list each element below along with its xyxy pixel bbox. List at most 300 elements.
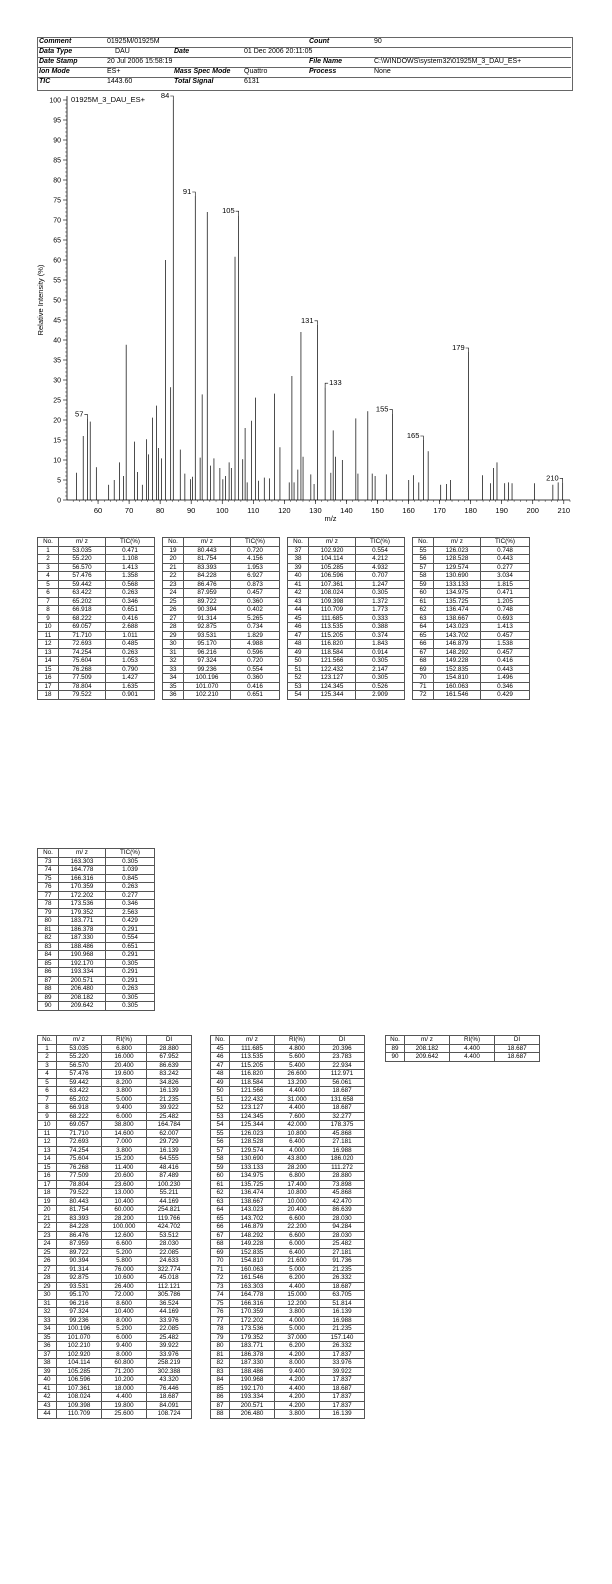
table-cell: 12.600 [102, 1231, 147, 1240]
table-cell: 135.725 [434, 597, 481, 606]
ri-table-col-3 [385, 1035, 540, 1062]
table-row [163, 572, 280, 581]
table-row [288, 563, 405, 572]
table-row [163, 631, 280, 640]
table-cell: 21.235 [320, 1325, 365, 1334]
table-cell: 30 [163, 640, 184, 649]
table-row [38, 640, 155, 649]
table-row [38, 1172, 192, 1181]
table-cell: 86 [211, 1393, 230, 1402]
table-row [38, 1274, 192, 1283]
table-cell: 1.413 [481, 623, 530, 632]
table-cell: 146.879 [230, 1223, 275, 1232]
x-tick-label: 80 [155, 506, 165, 515]
table-cell: 84.228 [57, 1223, 102, 1232]
table-row [163, 665, 280, 674]
table-row [211, 1308, 365, 1317]
table-cell: 18.687 [320, 1282, 365, 1291]
table-cell: 3.800 [102, 1087, 147, 1096]
table-cell: 18.687 [320, 1384, 365, 1393]
table-cell: 170.359 [59, 883, 106, 892]
table-cell: 0.554 [231, 665, 280, 674]
table-cell: 148.292 [434, 648, 481, 657]
table-cell: 101.070 [184, 682, 231, 691]
table-cell: 55.220 [57, 1053, 102, 1062]
table-cell: 0.651 [106, 942, 155, 951]
x-tick-label: 120 [278, 506, 291, 515]
table-cell: 5.800 [102, 1257, 147, 1266]
table-cell: 22.085 [147, 1325, 192, 1334]
x-tick-label: 60 [93, 506, 103, 515]
table-cell: 172.202 [59, 891, 106, 900]
table-cell: 19 [163, 546, 184, 555]
table-row [211, 1053, 365, 1062]
table-row [38, 934, 155, 943]
table-row [38, 900, 155, 909]
table-cell: 79.522 [57, 1189, 102, 1198]
table-row [211, 1384, 365, 1393]
table-row [163, 657, 280, 666]
table-cell: 79 [211, 1333, 230, 1342]
column-header: m/ z [184, 538, 231, 547]
table-cell: 143.702 [230, 1214, 275, 1223]
column-header: m/ z [59, 538, 106, 547]
table-cell: 17.400 [275, 1180, 320, 1189]
table-cell: 35 [38, 1333, 57, 1342]
column-header: RI(%) [275, 1036, 320, 1045]
table-cell: 0.333 [356, 614, 405, 623]
table-cell: 1.829 [231, 631, 280, 640]
table-cell: 51.814 [320, 1299, 365, 1308]
table-cell: 130.690 [230, 1155, 275, 1164]
table-cell: 90 [38, 1002, 59, 1011]
table-row [38, 682, 155, 691]
table-cell: 67.952 [147, 1053, 192, 1062]
table-cell: 1 [38, 1044, 57, 1053]
tic-table-col-1 [37, 537, 155, 700]
table-cell: 18.000 [102, 1384, 147, 1393]
table-cell: 6 [38, 589, 59, 598]
table-cell: 7.000 [102, 1138, 147, 1147]
table-cell: 87.489 [147, 1172, 192, 1181]
tic-label: TIC [39, 78, 51, 85]
table-cell: 3.800 [275, 1308, 320, 1317]
table-cell: 172.202 [230, 1316, 275, 1325]
table-row [38, 925, 155, 934]
table-cell: 56.061 [320, 1078, 365, 1087]
table-cell: 29 [163, 631, 184, 640]
table-cell: 27 [38, 1265, 57, 1274]
column-header: m/ z [434, 538, 481, 547]
column-header: m/ z [405, 1036, 450, 1045]
peak-label-marker [170, 96, 173, 100]
table-cell: 18.687 [495, 1053, 540, 1062]
table-cell: 91.314 [57, 1265, 102, 1274]
table-cell: 192.170 [230, 1384, 275, 1393]
table-cell: 72.000 [102, 1291, 147, 1300]
table-row [38, 891, 155, 900]
data-type-label: Data Type [39, 48, 73, 55]
table-row [211, 1325, 365, 1334]
table-cell: 83 [211, 1367, 230, 1376]
table-cell: 95.170 [57, 1291, 102, 1300]
table-row [38, 908, 155, 917]
table-cell: 44 [38, 1410, 57, 1419]
table-row [211, 1393, 365, 1402]
table-cell: 9 [38, 1112, 57, 1121]
table-cell: 0.402 [231, 606, 280, 615]
table-row [211, 1257, 365, 1266]
table-cell: 187.330 [59, 934, 106, 943]
tic-table-col-5 [37, 848, 155, 1011]
table-row [38, 1291, 192, 1300]
table-cell: 30 [38, 1291, 57, 1300]
table-cell: 7.600 [275, 1112, 320, 1121]
column-header: TIC(%) [106, 849, 155, 858]
table-cell: 0.346 [106, 900, 155, 909]
table-row [211, 1155, 365, 1164]
table-cell: 87.959 [184, 589, 231, 598]
table-cell: 5.000 [275, 1265, 320, 1274]
table-cell: 74 [211, 1291, 230, 1300]
column-header: m/ z [309, 538, 356, 547]
table-cell: 0.845 [106, 874, 155, 883]
table-row [38, 1231, 192, 1240]
table-cell: 90 [386, 1053, 405, 1062]
x-tick-label: 180 [464, 506, 477, 515]
table-cell: 2.909 [356, 691, 405, 700]
x-tick-label: 70 [124, 506, 134, 515]
table-cell: 73 [211, 1282, 230, 1291]
table-cell: 72.693 [57, 1138, 102, 1147]
table-row [211, 1087, 365, 1096]
column-header: m/ z [57, 1036, 102, 1045]
table-cell: 4.932 [356, 563, 405, 572]
table-cell: 57.476 [57, 1070, 102, 1079]
table-cell: 66.918 [59, 606, 106, 615]
table-cell: 44.169 [147, 1308, 192, 1317]
table-cell: 78.804 [57, 1180, 102, 1189]
table-cell: 129.574 [230, 1146, 275, 1155]
peak-label-marker [325, 383, 328, 387]
table-cell: 33 [38, 1316, 57, 1325]
table-cell: 206.480 [59, 985, 106, 994]
table-cell: 0.748 [481, 546, 530, 555]
table-cell: 92.875 [57, 1274, 102, 1283]
table-cell: 38.800 [102, 1121, 147, 1130]
table-cell: 76 [38, 883, 59, 892]
table-row [38, 674, 155, 683]
table-cell: 13 [38, 1146, 57, 1155]
table-cell: 0.277 [106, 891, 155, 900]
y-tick-label: 70 [53, 217, 61, 225]
table-cell: 38 [38, 1359, 57, 1368]
table-cell: 72 [211, 1274, 230, 1283]
table-cell: 0.305 [106, 993, 155, 1002]
table-cell: 0.748 [481, 606, 530, 615]
table-cell: 190.968 [230, 1376, 275, 1385]
table-cell: 106.596 [309, 572, 356, 581]
table-cell: 35 [163, 682, 184, 691]
table-cell: 26 [38, 1257, 57, 1266]
table-cell: 36 [163, 691, 184, 700]
table-cell: 0.914 [356, 648, 405, 657]
table-cell: 0.554 [106, 934, 155, 943]
table-cell: 302.388 [147, 1367, 192, 1376]
table-cell: 68 [413, 657, 434, 666]
table-row [413, 674, 530, 683]
table-row [413, 640, 530, 649]
table-cell: 6.000 [102, 1112, 147, 1121]
table-cell: 200.571 [59, 976, 106, 985]
table-cell: 32 [38, 1308, 57, 1317]
table-row [413, 580, 530, 589]
table-cell: 188.486 [230, 1367, 275, 1376]
table-cell: 59.442 [57, 1078, 102, 1087]
table-cell: 152.835 [434, 665, 481, 674]
table-row [38, 1248, 192, 1257]
table-cell: 26.600 [275, 1070, 320, 1079]
table-cell: 0.471 [106, 546, 155, 555]
table-row [163, 546, 280, 555]
table-cell: 87 [38, 976, 59, 985]
table-cell: 57.476 [59, 572, 106, 581]
table-cell: 33.976 [147, 1316, 192, 1325]
table-cell: 173.536 [230, 1325, 275, 1334]
table-cell: 31 [163, 648, 184, 657]
table-cell: 64.555 [147, 1155, 192, 1164]
table-cell: 27.181 [320, 1138, 365, 1147]
table-cell: 143.023 [434, 623, 481, 632]
peak-label: 210 [546, 473, 559, 483]
table-cell: 1.635 [106, 682, 155, 691]
table-row [211, 1342, 365, 1351]
table-cell: 102.210 [184, 691, 231, 700]
table-row [38, 883, 155, 892]
table-cell: 28 [38, 1274, 57, 1283]
y-tick-label: 50 [53, 297, 61, 305]
table-cell: 111.685 [309, 614, 356, 623]
table-row [38, 691, 155, 700]
table-row [413, 657, 530, 666]
table-cell: 193.334 [230, 1393, 275, 1402]
table-cell: 81 [38, 925, 59, 934]
table-cell: 18.687 [495, 1044, 540, 1053]
table-row [211, 1061, 365, 1070]
table-row [38, 1214, 192, 1223]
mass-spec-label: Mass Spec Mode [174, 68, 231, 75]
table-cell: 107.361 [57, 1384, 102, 1393]
table-row [38, 1163, 192, 1172]
table-cell: 21 [38, 1214, 57, 1223]
table-cell: 104.114 [309, 555, 356, 564]
table-cell: 43 [288, 597, 309, 606]
table-cell: 3.800 [102, 1146, 147, 1155]
table-cell: 8.000 [102, 1316, 147, 1325]
table-cell: 10 [38, 1121, 57, 1130]
table-cell: 65.202 [59, 597, 106, 606]
table-row [211, 1121, 365, 1130]
table-cell: 22.934 [320, 1061, 365, 1070]
table-cell: 5.200 [102, 1248, 147, 1257]
table-cell: 0.305 [356, 674, 405, 683]
table-cell: 0.901 [106, 691, 155, 700]
table-cell: 41 [288, 580, 309, 589]
table-row [38, 959, 155, 968]
table-row [211, 1299, 365, 1308]
table-cell: 96.216 [57, 1299, 102, 1308]
table-row [38, 1240, 192, 1249]
table-row [163, 691, 280, 700]
table-cell: 32 [163, 657, 184, 666]
table-cell: 95.170 [184, 640, 231, 649]
table-row [211, 1410, 365, 1419]
table-cell: 80 [211, 1342, 230, 1351]
y-tick-label: 15 [53, 437, 61, 445]
table-cell: 0.707 [356, 572, 405, 581]
table-cell: 154.810 [434, 674, 481, 683]
table-cell: 81.754 [184, 555, 231, 564]
table-cell: 63 [413, 614, 434, 623]
peak-label-marker [236, 211, 239, 215]
table-cell: 20 [38, 1206, 57, 1215]
table-cell: 42.000 [275, 1121, 320, 1130]
table-cell: 71.200 [102, 1367, 147, 1376]
table-cell: 18.687 [320, 1087, 365, 1096]
ri-table-col-1 [37, 1035, 192, 1419]
table-row [38, 1350, 192, 1359]
table-cell: 0.790 [106, 665, 155, 674]
y-tick-label: 0 [57, 497, 61, 505]
table-cell: 83.242 [147, 1070, 192, 1079]
table-cell: 5.000 [102, 1095, 147, 1104]
table-row [413, 606, 530, 615]
table-cell: 8 [38, 606, 59, 615]
table-cell: 87.959 [57, 1240, 102, 1249]
table-cell: 1.953 [231, 563, 280, 572]
table-cell: 27 [163, 614, 184, 623]
table-cell: 7 [38, 597, 59, 606]
table-cell: 163.303 [230, 1282, 275, 1291]
table-cell: 154.810 [230, 1257, 275, 1266]
column-header: DI [147, 1036, 192, 1045]
table-row [413, 555, 530, 564]
table-cell: 11 [38, 631, 59, 640]
table-cell: 45.868 [320, 1189, 365, 1198]
tic-table-col-3 [287, 537, 405, 700]
table-cell: 7 [38, 1095, 57, 1104]
table-cell: 10.400 [102, 1308, 147, 1317]
table-cell: 22.085 [147, 1248, 192, 1257]
y-tick-label: 5 [57, 477, 61, 485]
table-row [38, 968, 155, 977]
table-cell: 65.202 [57, 1095, 102, 1104]
table-cell: 77.509 [57, 1172, 102, 1181]
table-cell: 160.063 [230, 1265, 275, 1274]
table-header-row [288, 538, 405, 547]
table-header-row [38, 849, 155, 858]
table-row [38, 648, 155, 657]
table-cell: 74 [38, 866, 59, 875]
table-cell: 116.820 [230, 1070, 275, 1079]
table-cell: 86.639 [147, 1061, 192, 1070]
table-row [38, 555, 155, 564]
table-cell: 72.693 [59, 640, 106, 649]
table-cell: 73.898 [320, 1180, 365, 1189]
table-cell: 45.018 [147, 1274, 192, 1283]
table-row [288, 665, 405, 674]
table-row [211, 1274, 365, 1283]
table-cell: 183.771 [59, 917, 106, 926]
table-cell: 20.600 [102, 1172, 147, 1181]
table-cell: 133.133 [230, 1163, 275, 1172]
table-cell: 39 [288, 563, 309, 572]
table-cell: 173.536 [59, 900, 106, 909]
table-cell: 29 [38, 1282, 57, 1291]
table-cell: 0.360 [231, 597, 280, 606]
peak-label-marker [389, 410, 392, 414]
table-row [38, 951, 155, 960]
table-cell: 305.786 [147, 1291, 192, 1300]
y-tick-label: 85 [53, 157, 61, 165]
table-cell: 28.030 [147, 1240, 192, 1249]
table-cell: 55 [211, 1129, 230, 1138]
table-cell: 134.975 [230, 1172, 275, 1181]
table-cell: 4.400 [450, 1044, 495, 1053]
table-cell: 6.927 [231, 572, 280, 581]
table-cell: 37 [288, 546, 309, 555]
column-header: m/ z [230, 1036, 275, 1045]
table-row [413, 691, 530, 700]
table-cell: 10 [38, 623, 59, 632]
column-header: No. [38, 849, 59, 858]
table-cell: 69 [211, 1248, 230, 1257]
table-cell: 4.212 [356, 555, 405, 564]
table-cell: 16 [38, 1172, 57, 1181]
table-cell: 0.305 [106, 1002, 155, 1011]
table-cell: 79.522 [59, 691, 106, 700]
peak-label: 131 [301, 315, 314, 325]
x-tick-label: 170 [433, 506, 446, 515]
table-cell: 192.170 [59, 959, 106, 968]
table-cell: 68.222 [57, 1112, 102, 1121]
table-header-row [413, 538, 530, 547]
table-cell: 124.345 [230, 1112, 275, 1121]
table-cell: 112.971 [320, 1070, 365, 1079]
date-label: Date [174, 48, 190, 55]
table-cell: 8 [38, 1104, 57, 1113]
table-row [386, 1053, 540, 1062]
table-cell: 0.651 [231, 691, 280, 700]
table-cell: 10.600 [102, 1274, 147, 1283]
table-cell: 115.205 [230, 1061, 275, 1070]
table-cell: 4.988 [231, 640, 280, 649]
table-row [38, 1146, 192, 1155]
table-cell: 91.736 [320, 1257, 365, 1266]
x-tick-label: 210 [557, 506, 571, 515]
table-cell: 5.265 [231, 614, 280, 623]
table-cell: 58 [211, 1155, 230, 1164]
y-tick-label: 75 [53, 197, 61, 205]
table-cell: 28.880 [320, 1172, 365, 1181]
table-row [386, 1044, 540, 1053]
x-tick-label: 190 [495, 506, 508, 515]
table-cell: 82 [38, 934, 59, 943]
x-axis-label: m/z [324, 514, 337, 523]
peak-label: 155 [375, 404, 389, 414]
table-cell: 4.000 [275, 1146, 320, 1155]
table-cell: 96.216 [184, 648, 231, 657]
